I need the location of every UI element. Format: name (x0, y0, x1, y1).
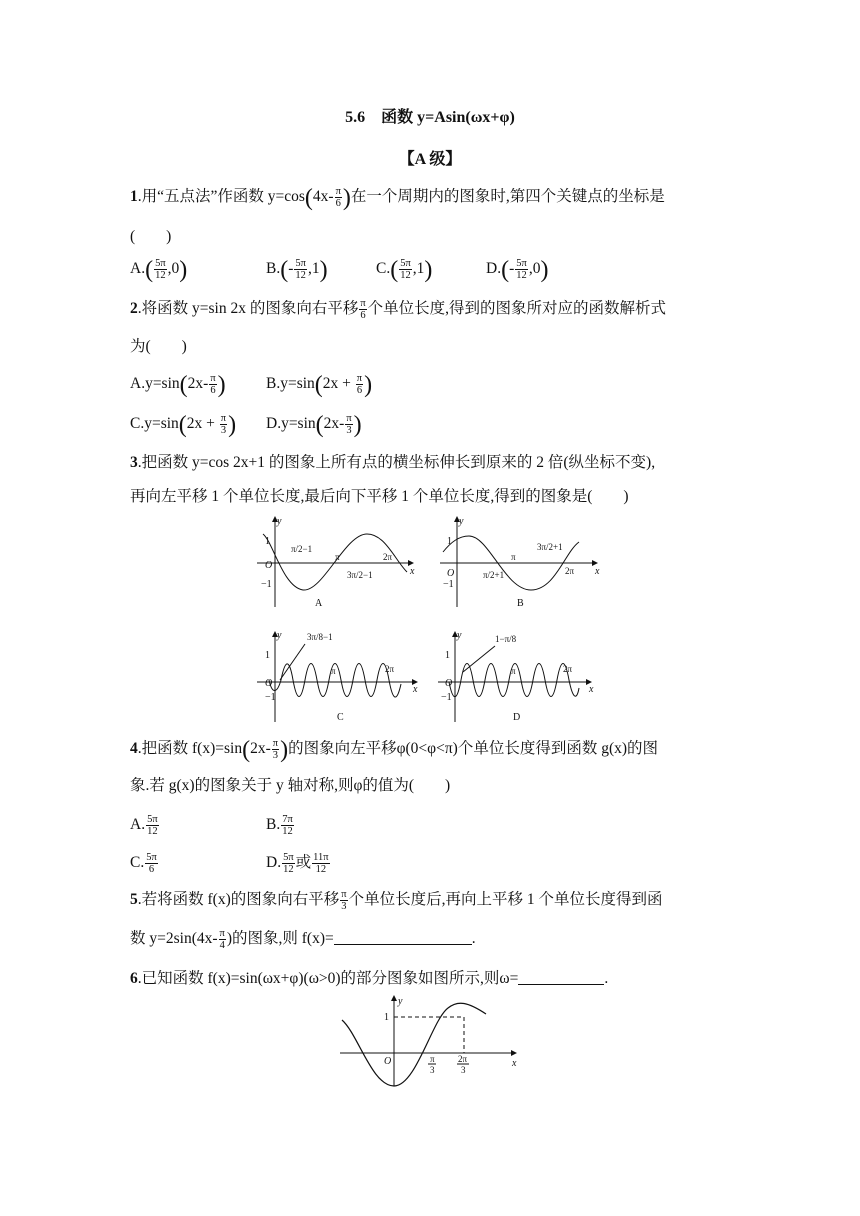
svg-text:1−π/8: 1−π/8 (495, 634, 517, 644)
svg-text:2π: 2π (385, 664, 395, 674)
q1-option-b[interactable]: B.(- $\frac{5\pi}{12}$ ,1) (266, 257, 328, 284)
svg-text:3: 3 (461, 1065, 466, 1075)
q1-option-c[interactable]: C.( $\frac{5\pi}{12}$ ,1) (376, 257, 433, 284)
svg-text:D: D (513, 712, 521, 723)
svg-text:π: π (430, 1054, 435, 1064)
svg-text:3π/8−1: 3π/8−1 (307, 632, 333, 642)
svg-text:π: π (511, 552, 516, 562)
svg-text:1: 1 (384, 1012, 389, 1023)
svg-text:π: π (335, 552, 340, 562)
q4-line2: 象.若 g(x)的图象关于 y 轴对称,则φ的值为( ) (130, 777, 451, 794)
svg-text:x: x (512, 1058, 517, 1069)
graph-a[interactable] (257, 517, 413, 607)
svg-text:O: O (447, 568, 455, 579)
svg-text:π: π (511, 666, 516, 676)
svg-text:y: y (398, 996, 403, 1007)
q3-graphs (255, 512, 615, 732)
question-6: 6.已知函数 f(x)=sin(ωx+φ)(ω>0)的部分图象如图所示,则ω= . (130, 970, 609, 987)
svg-text:3π/2+1: 3π/2+1 (537, 542, 563, 552)
svg-text:π: π (331, 666, 336, 676)
question-1: 1.用“五点法”作函数 y=cos(4x- $\frac{\pi}{6}$ )在一个周期内的图象时,第四个关键点的坐标是 (130, 185, 665, 212)
q5-line2: 数 y=2sin(4x- $\frac{\pi}{4}$ )的图象,则 f(x)= . (130, 928, 476, 951)
svg-text:O: O (265, 678, 273, 689)
q4-option-a[interactable]: A. $\frac{5\pi}{12}$ (130, 814, 158, 837)
fraction: $\frac{\pi}{6}$ (335, 186, 341, 209)
q2-option-a[interactable]: A.y=sin(2x- $\frac{\pi}{6}$ ) (130, 372, 226, 399)
question-3: 3.把函数 y=cos 2x+1 的图象上所有点的横坐标伸长到原来的 2 倍(纵坐标不变), (130, 454, 656, 471)
svg-text:1: 1 (445, 650, 450, 661)
svg-text:π/2+1: π/2+1 (483, 570, 505, 580)
q2-line2: 为( ) (130, 338, 187, 355)
svg-text:x: x (589, 684, 594, 695)
question-2: 2.将函数 y=sin 2x 的图象向右平移 $\frac{\pi}{6}$ 个单位长度,得到的图象所对应的函数解析式 (130, 298, 667, 321)
graph-c[interactable] (257, 632, 417, 722)
svg-text:π/2−1: π/2−1 (291, 544, 313, 554)
q6-answer-blank[interactable] (518, 968, 604, 985)
svg-text:A: A (315, 598, 323, 609)
q1-answer-paren: ( ) (130, 228, 172, 245)
svg-text:−1: −1 (441, 692, 452, 703)
q1-option-a[interactable]: A.( $\frac{5\pi}{12}$ ,0) (130, 257, 188, 284)
svg-text:B: B (517, 598, 524, 609)
q5-answer-blank[interactable] (334, 928, 472, 945)
svg-text:3: 3 (430, 1065, 435, 1075)
svg-text:O: O (445, 678, 453, 689)
svg-text:O: O (384, 1056, 392, 1067)
svg-text:y: y (277, 516, 282, 527)
q4-option-b[interactable]: B. $\frac{7\pi}{12}$ (266, 814, 293, 837)
svg-text:x: x (413, 684, 418, 695)
graph-d[interactable] (438, 632, 591, 722)
svg-text:y: y (459, 516, 464, 527)
q6-graph (336, 990, 526, 1090)
q1-number: 1 (130, 188, 138, 206)
svg-text:2π: 2π (565, 566, 575, 576)
svg-text:1: 1 (265, 650, 270, 661)
svg-text:−1: −1 (443, 579, 454, 590)
svg-text:2π: 2π (383, 552, 393, 562)
svg-text:−1: −1 (261, 579, 272, 590)
q3-line2: 再向左平移 1 个单位长度,最后向下平移 1 个单位长度,得到的图象是( ) (130, 488, 629, 505)
q4-option-d[interactable]: D. $\frac{5\pi}{12}$ 或 $\frac{11\pi}{12}$ (266, 852, 329, 875)
question-4: 4.把函数 f(x)=sin(2x- $\frac{\pi}{3}$ )的图象向左平移φ(0<φ<π)个单位长度得到函数 g(x)的图 (130, 737, 659, 764)
graph-b[interactable] (440, 517, 597, 607)
svg-text:1: 1 (265, 536, 270, 547)
q4-option-c[interactable]: C. $\frac{5\pi}{6}$ (130, 852, 157, 875)
svg-text:1: 1 (447, 536, 452, 547)
page-title: 5.6 函数 y=Asin(ωx+φ) (345, 109, 515, 126)
level-heading: 【A 级】 (398, 151, 462, 168)
svg-text:2π: 2π (563, 664, 573, 674)
svg-text:2π: 2π (458, 1054, 468, 1064)
svg-text:3π/2−1: 3π/2−1 (347, 570, 373, 580)
svg-text:y: y (277, 630, 282, 641)
svg-text:x: x (595, 566, 600, 577)
svg-text:y: y (457, 630, 462, 641)
svg-text:x: x (410, 566, 415, 577)
question-5: 5.若将函数 f(x)的图象向右平移 $\frac{\pi}{3}$ 个单位长度后,再向上平移 1 个单位长度得到函 (130, 889, 663, 912)
svg-text:−1: −1 (265, 692, 276, 703)
q2-option-d[interactable]: D.y=sin(2x- $\frac{\pi}{3}$ ) (266, 412, 362, 439)
q2-option-b[interactable]: B.y=sin(2x + $\frac{\pi}{6}$ ) (266, 372, 373, 399)
svg-text:C: C (337, 712, 344, 723)
svg-text:O: O (265, 560, 273, 571)
q2-option-c[interactable]: C.y=sin(2x + $\frac{\pi}{3}$ ) (130, 412, 237, 439)
q1-option-d[interactable]: D.(- $\frac{5\pi}{12}$ ,0) (486, 257, 549, 284)
